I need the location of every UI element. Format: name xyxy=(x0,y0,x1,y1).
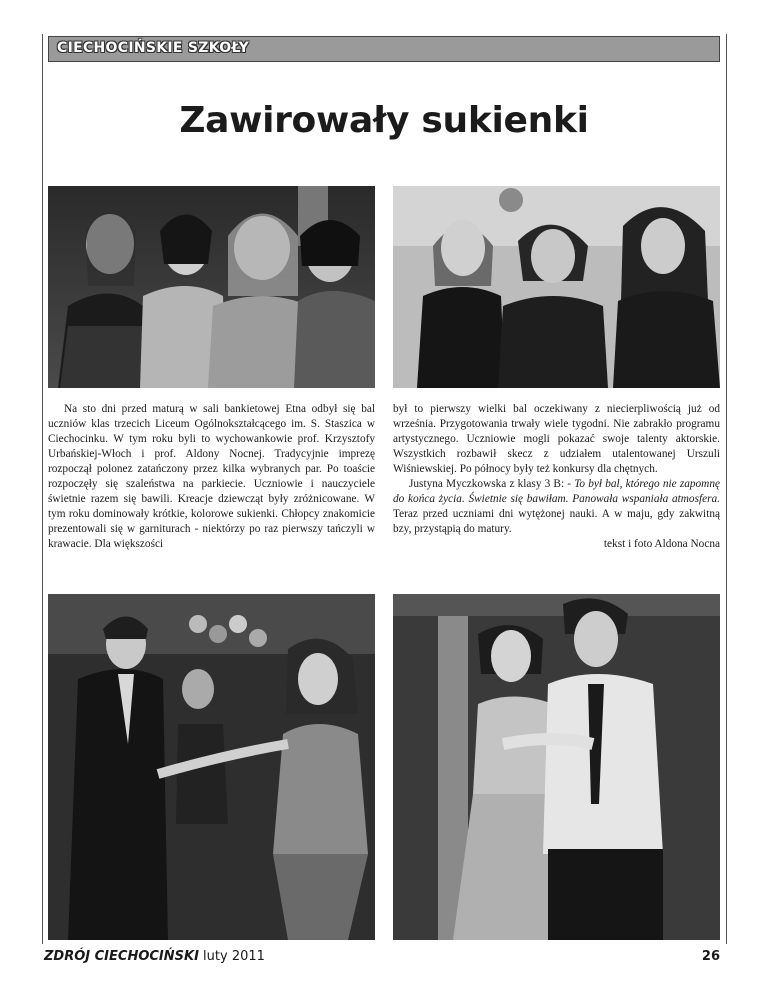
page-rule-right xyxy=(726,34,727,944)
photo-dancing-couple-left xyxy=(48,594,375,940)
issue-date: luty 2011 xyxy=(203,949,265,964)
photo-dancing-couple-right xyxy=(393,594,720,940)
page-number: 26 xyxy=(701,949,720,964)
article-headline: Zawirowały sukienki xyxy=(179,100,589,141)
page-footer xyxy=(44,949,265,964)
quote-intro: Justyna Myczkowska z klasy 3 B: - xyxy=(409,478,575,490)
photo-four-girls xyxy=(48,186,375,388)
quote-text: To był bal, którego nie zapomnę do końca życia. Świetnie się bawiłam. Panowała wspaniała atmosfera. xyxy=(393,478,720,505)
article-paragraph: Na sto dni przed maturą w sali bankietowej Etna odbył się bal uczniów klas trzecich Liceum Ogólnokształcącego im. S. Staszica w Ciechocinku. W tym roku byli to wychowankowie prof. Krzysztofy Urbańskiej-Włoch i prof. Aldony Nocnej. Tradycyjnie imprezę rozpoczął polonez zatańczony przez kilka wybranych par. Po toaście rozpoczęły się szaleństwa na parkiecie. Uczniowie i nauczyciele świetnie razem się bawili. Kreacje dziewcząt były zróżnicowane. W tym roku dominowały krótkie, kolorowe sukienki. Chłopcy znakomicie prezentowali się w garniturach - niektórzy po raz pierwszy tańczyli w krawacie. Dla większości xyxy=(48,403,375,550)
page-rule-left xyxy=(42,34,43,944)
section-header-bar xyxy=(48,36,720,62)
section-label: CIECHOCIŃSKIE SZKOŁY xyxy=(57,40,250,56)
magazine-name: ZDRÓJ CIECHOCIŃSKI xyxy=(44,949,199,964)
article-paragraph-quote xyxy=(393,477,720,537)
article-column-1 xyxy=(48,402,375,552)
quote-rest: Teraz przed uczniami dni wytężonej nauki. A w maju, gdy zakwitną bzy, przystąpią do matury. xyxy=(393,508,720,535)
article-column-2 xyxy=(393,402,720,552)
photo-three-girls xyxy=(393,186,720,388)
photo-credit: tekst i foto Aldona Nocna xyxy=(603,538,720,550)
article-paragraph: był to pierwszy wielki bal oczekiwany z niecierpliwością już od września. Przygotowania trwały wiele tygodni. Nie zabrakło programu artystycznego. Uczniowie mogli pokazać swoje talenty aktorskie. Wszystkich rozbawił skecz z udziałem utalentowanej Urszuli Wiśniewskiej. Po północy były też konkursy dla chętnych. xyxy=(393,403,720,475)
